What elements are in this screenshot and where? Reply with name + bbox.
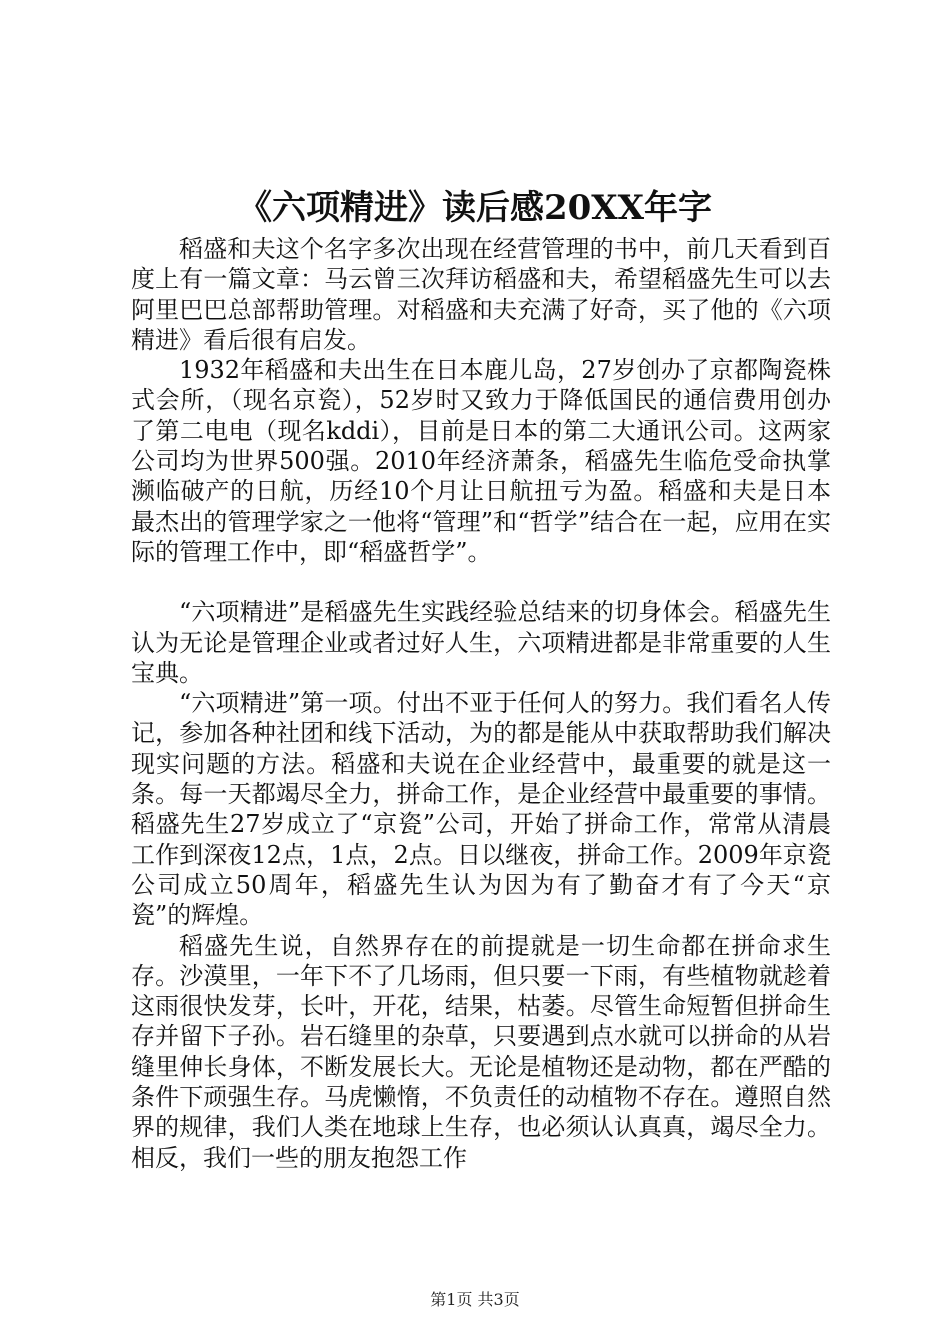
paragraph: “六项精进”是稻盛先生实践经验总结来的切身体会。稻盛先生认为无论是管理企业或者过好人生，六项精进都是非常重要的人生宝典。 [131, 598, 831, 687]
paragraph: 1932年稻盛和夫出生在日本鹿儿岛，27岁创办了京都陶瓷株式会所，（现名京瓷），52岁时又致力于降低国民的通信费用创办了第二电电（现名kddi），目前是日本的第二大通讯公司。这两家公司均为世界500强。2010年经济萧条，稻盛先生临危受命执掌濒临破产的日航，历经10个月让日航扭亏为盈。稻盛和夫是日本最杰出的管理学家之一他将“管理”和“哲学”结合在一起，应用在实际的管理工作中，即“稻盛哲学”。 [131, 356, 831, 566]
page-number-footer: 第1页 共3页 [430, 1290, 520, 1309]
document-title: 《六项精进》读后感20XX年字 [237, 188, 713, 228]
document-body [131, 234, 831, 1173]
paragraph: 稻盛和夫这个名字多次出现在经营管理的书中，前几天看到百度上有一篇文章：马云曾三次拜访稻盛和夫，希望稻盛先生可以去阿里巴巴总部帮助管理。对稻盛和夫充满了好奇，买了他的《六项精进》看后很有启发。 [131, 235, 831, 354]
paragraph: “六项精进”第一项。付出不亚于任何人的努力。我们看名人传记，参加各种社团和线下活动，为的都是能从中获取帮助我们解决现实问题的方法。稻盛和夫说在企业经营中，最重要的就是这一条。每一天都竭尽全力，拼命工作，是企业经营中最重要的事情。稻盛先生27岁成立了“京瓷”公司，开始了拼命工作，常常从清晨工作到深夜12点，1点，2点。日以继夜，拼命工作。2009年京瓷公司成立50周年，稻盛先生认为因为有了勤奋才有了今天“京瓷”的辉煌。 [131, 689, 831, 930]
paragraph: 稻盛先生说，自然界存在的前提就是一切生命都在拼命求生存。沙漠里，一年下不了几场雨，但只要一下雨，有些植物就趁着这雨很快发芽，长叶，开花，结果，枯萎。尽管生命短暂但拼命生存并留下子孙。岩石缝里的杂草，只要遇到点水就可以拼命的从岩缝里伸长身体，不断发展长大。无论是植物还是动物，都在严酷的条件下顽强生存。马虎懒惰，不负责任的动植物不存在。遵照自然界的规律，我们人类在地球上生存，也必须认认真真，竭尽全力。相反，我们一些的朋友抱怨工作 [131, 931, 831, 1172]
